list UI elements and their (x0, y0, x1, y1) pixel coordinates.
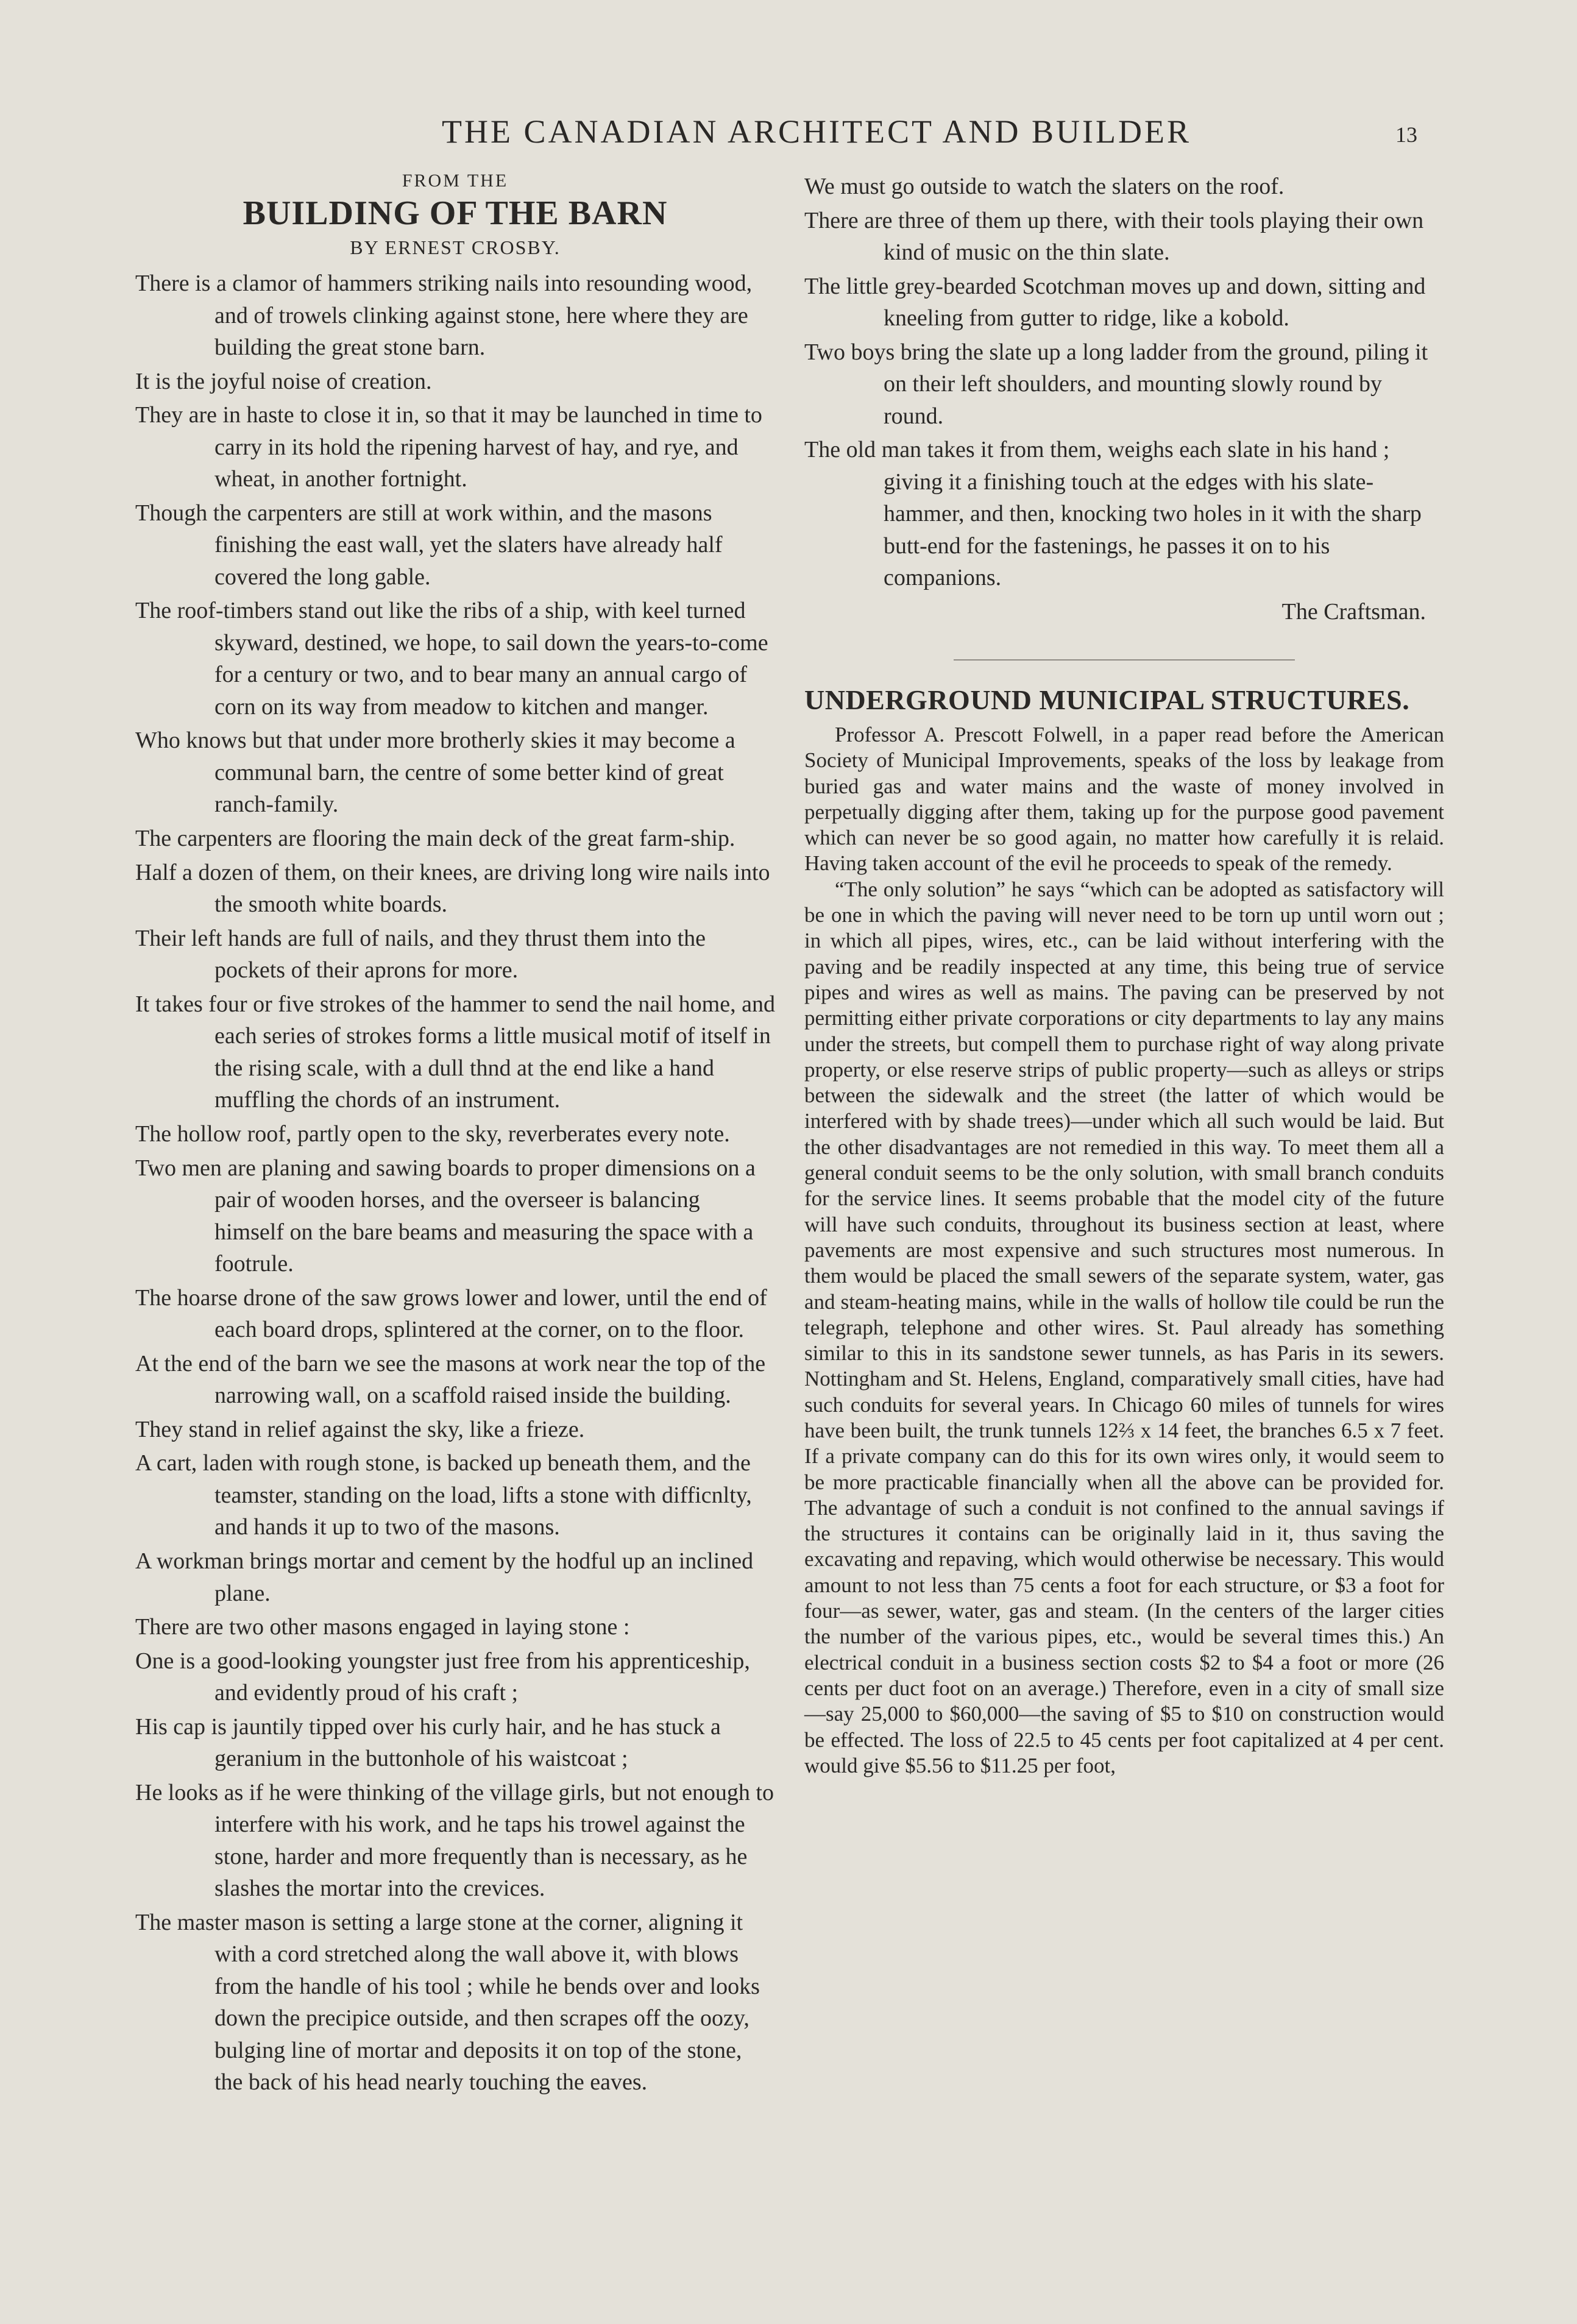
poem-title: BUILDING OF THE BARN (243, 194, 668, 232)
article-body (804, 722, 1444, 1779)
poem-body (135, 267, 775, 2099)
poem-paragraph: At the end of the barn we see the masons at work near the top of the narrowing wall, on a scaffold raised inside the building. (135, 1350, 766, 1409)
poem-paragraph: The old man takes it from them, weighs each slate in his hand ; giving it a finishing touch at the edges with his slate-hammer, and then, knocking two holes in it with the sharp butt-end for the fastenings, he passes it on to his companions. (804, 437, 1422, 591)
poem-paragraph: There is a clamor of hammers striking nails into resounding wood, and of trowels clinking against stone, here where they are building the great stone barn. (135, 271, 753, 360)
article-paragraph: “The only solution” he says “which can be adopted as satisfactory will be one in which the paving will never need to be torn up until worn out ; in which all pipes, wires, etc., can be laid without interfering with the paving and be readily inspected at any time, this being true of service pipes and wires as well as mains. The paving can be preserved by not permitting either private corporations or city departments to lay any mains under the streets, but compell them to purchase right of way along private property, or else reserve strips of public property—such as alleys or strips between the sidewalk and the street (the latter of which would be interfered with by shade trees)—under which all such would be laid. But the other disadvantages are not remedied in this way. To meet them all a general conduit seems to be the only solution, with small branch conduits for the service lines. It seems probable that the model city of the future will have such conduits, throughout its business section at least, where pavements are most expensive and such structures most numerous. In them would be placed the small sewers of the separate system, water, gas and steam-heating mains, while in the walls of hollow tile could be run the telegraph, telephone and other wires. St. Paul already has something similar to this in its sandstone sewer tunnels, as has Paris in its sewers. Nottingham and St. Helens, England, comparatively small cities, have had such conduits for several years. In Chicago 60 miles of tunnels for wires have been built, the trunk tunnels 12⅔ x 14 feet, the branches 6.5 x 7 feet. If a private company can do this for its own wires only, it would seem to be more practicable financially when all the above can be provided for. The advantage of such a conduit is not confined to the annual savings if the structures it contains can be originally laid in it, thus saving the excavating and repaving, which would otherwise be necessary. This would amount to not less than 75 cents a foot for each structure, or $3 a foot for four—as sewer, water, gas and steam. (In the centers of the larger cities the number of the various pipes, etc., would be several times this.) An electrical conduit in a business section costs $2 to $4 a foot or more (26 cents per duct foot on an average.) Therefore, even in a city of small size—say 25,000 to $60,000—the saving of $5 to $10 on construction would be effected. The loss of 22.5 to 45 cents per foot capitalized at 4 per cent. would give $5.56 to $11.25 per foot, (804, 877, 1444, 1777)
poem-paragraph: They stand in relief against the sky, like a frieze. (135, 1416, 585, 1442)
poem-paragraph: A workman brings mortar and cement by the hodful up an inclined plane. (135, 1548, 754, 1606)
poem-paragraph: Half a dozen of them, on their knees, are driving long wire nails into the smooth white boards. (135, 859, 770, 918)
poem-paragraph: Two men are planing and sawing boards to proper dimensions on a pair of wooden horses, and the overseer is balancing himself on the bare beams and measuring the space with a footrule. (135, 1155, 756, 1277)
page-number: 13 (1395, 122, 1417, 147)
poem-paragraph: It takes four or five strokes of the hammer to send the nail home, and each series of strokes forms a little musical motif of itself in the rising scale, with a dull thnd at the end like a hand muffling the chords of an instrument. (135, 991, 775, 1113)
poem-paragraph-continued: The master mason is setting a large stone at the corner, aligning it with a cord stretched along the wall above it, with blows from the handle of his tool ; while he bends over and looks down the precipice outside, and then scrapes off the oozy, bulging line of mortar and deposits it on top of the stone, the back of his head nearly touching the eaves. (135, 1909, 760, 2095)
poem-byline: BY ERNEST CROSBY. (350, 236, 561, 258)
poem-paragraph: The hoarse drone of the saw grows lower and lower, until the end of each board drops, splintered at the corner, on to the floor. (135, 1284, 767, 1343)
poem-paragraph: A cart, laden with rough stone, is backed up beneath them, and the teamster, standing on the load, lifts a stone with difficnlty, and hands it up to two of the masons. (135, 1450, 752, 1540)
poem-kicker: FROM THE (402, 171, 509, 191)
section-divider (954, 659, 1295, 661)
article-heading: UNDERGROUND MUNICIPAL STRUCTURES. (804, 684, 1410, 715)
poem-paragraph: His cap is jauntily tipped over his curly hair, and he has stuck a geranium in the buttonhole of his waistcoat ; (135, 1713, 721, 1772)
poem-paragraph: The hollow roof, partly open to the sky, reverberates every note. (135, 1121, 730, 1147)
poem-paragraph: Though the carpenters are still at work within, and the masons finishing the east wall, yet the slaters have already half covered the long gable. (135, 500, 723, 590)
poem-paragraph: We must go outside to watch the slaters on the roof. (804, 174, 1285, 199)
poem-paragraph: There are two other masons engaged in laying stone : (135, 1614, 630, 1640)
poem-paragraph: There are three of them up there, with their tools playing their own kind of music on the thin slate. (804, 207, 1424, 266)
poem-paragraph: The carpenters are flooring the main deck of the great farm-ship. (135, 826, 735, 852)
poem-source: The Craftsman. (1281, 598, 1426, 625)
left-column (135, 171, 775, 2100)
poem-paragraph: Two boys bring the slate up a long ladder from the ground, piling it on their left shoulders, and mounting slowly round by round. (804, 339, 1428, 429)
poem-paragraph: It is the joyful noise of creation. (135, 368, 432, 394)
poem-paragraph: Their left hands are full of nails, and they thrust them into the pockets of their aprons for more. (135, 925, 706, 983)
poem-body-continued (804, 171, 1444, 594)
poem-paragraph: He looks as if he were thinking of the village girls, but not enough to interfere with his work, and he taps his trowel against the stone, harder and more frequently than is necessary, as he slashes the mortar into the crevices. (135, 1779, 774, 1902)
poem-paragraph: One is a good-looking youngster just free from his apprenticeship, and evidently proud of his craft ; (135, 1648, 750, 1706)
poem-paragraph: The little grey-bearded Scotchman moves up and down, sitting and kneeling from gutter to ridge, like a kobold. (804, 273, 1426, 331)
poem-paragraph: They are in haste to close it in, so that it may be launched in time to carry in its hold the ripening harvest of hay, and rye, and wheat, in another fortnight. (135, 402, 762, 492)
article-paragraph: Professor A. Prescott Folwell, in a paper read before the American Society of Municipal Improvements, speaks of the loss by leakage from buried gas and water mains and the waste of money involved in perpetually digging after them, taking up for the purpose good pavement which can never be so good again, no matter how carefully it is relaid. Having taken account of the evil he proceeds to speak of the remedy. (804, 722, 1444, 876)
right-column (804, 171, 1444, 1779)
poem-paragraph: Who knows but that under more brotherly skies it may become a communal barn, the centre of some better kind of great ranch-family. (135, 728, 735, 818)
poem-paragraph: The roof-timbers stand out like the ribs of a ship, with keel turned skyward, destined, we hope, to sail down the years-to-come for a century or two, and to bear many an annual cargo of corn on its way from meadow to kitchen and manger. (135, 598, 768, 720)
running-header: THE CANADIAN ARCHITECT AND BUILDER (442, 113, 1191, 150)
